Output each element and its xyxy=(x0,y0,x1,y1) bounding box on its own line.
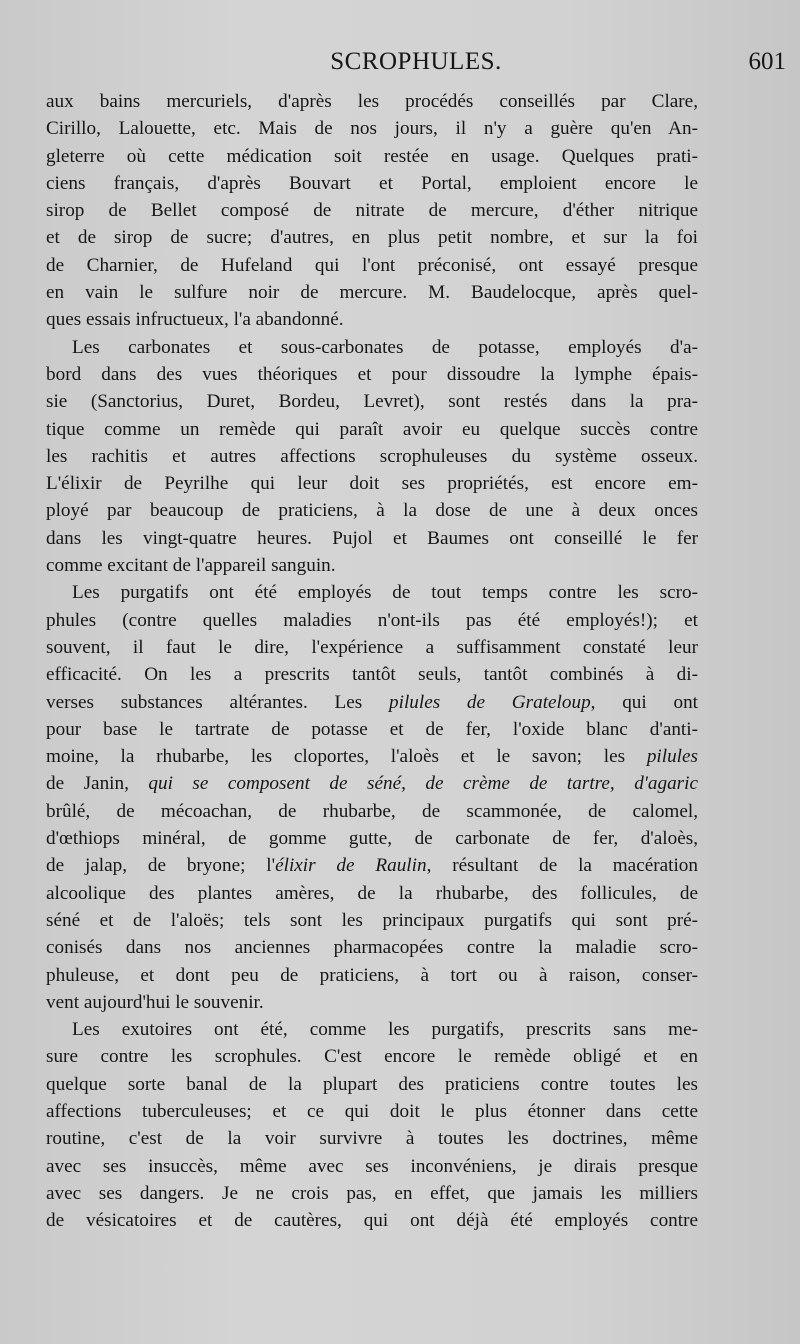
text-segment: avec ses dangers. Je ne crois pas, en effet, que jamais les milliers xyxy=(46,1182,698,1204)
text-line xyxy=(46,661,698,688)
text-segment: conisés dans nos anciennes pharmacopées contre la maladie scro- xyxy=(46,937,698,959)
text-line xyxy=(46,852,698,879)
text-segment: ques essais infructueux, l'a abandonné. xyxy=(46,309,344,331)
text-segment: avec ses insuccès, même avec ses inconvéniens, je dirais presque xyxy=(46,1155,698,1177)
page-header xyxy=(46,48,786,88)
text-segment: tique comme un remède qui paraît avoir eu quelque succès contre xyxy=(46,418,698,440)
text-line xyxy=(46,1098,698,1125)
paragraph xyxy=(46,579,698,1016)
text-line xyxy=(46,279,698,306)
italic-title: élixir de Raulin xyxy=(275,855,427,877)
italic-title: pilules de Grateloup xyxy=(389,691,591,713)
text-segment: L'élixir de Peyrilhe qui leur doit ses propriétés, est encore em- xyxy=(46,473,698,495)
text-segment: pour base le tartrate de potasse et de fer, l'oxide blanc d'anti- xyxy=(46,718,698,740)
text-segment: de vésicatoires et de cautères, qui ont déjà été employés contre xyxy=(46,1210,698,1232)
text-line xyxy=(46,689,698,716)
text-line xyxy=(46,497,698,524)
text-line xyxy=(46,1153,698,1180)
text-segment: Les exutoires ont été, comme les purgatifs, prescrits sans me- xyxy=(72,1019,698,1041)
text-line xyxy=(46,143,698,170)
text-segment: sirop de Bellet composé de nitrate de mercure, d'éther nitrique xyxy=(46,200,698,222)
text-segment: verses substances altérantes. Les xyxy=(46,691,390,713)
text-line xyxy=(46,716,698,743)
text-line xyxy=(46,525,698,552)
text-line xyxy=(46,224,698,251)
text-line xyxy=(46,197,698,224)
text-line xyxy=(46,634,698,661)
text-line xyxy=(46,607,698,634)
text-segment: souvent, il faut le dire, l'expérience a suffisamment constaté leur xyxy=(46,636,698,658)
text-segment: gleterre où cette médication soit restée en usage. Quelques prati- xyxy=(46,145,698,167)
text-segment: en vain le sulfure noir de mercure. M. Baudelocque, après quel- xyxy=(46,282,698,304)
text-line xyxy=(46,798,698,825)
text-line xyxy=(46,907,698,934)
text-line xyxy=(46,388,698,415)
text-line xyxy=(46,1125,698,1152)
text-line xyxy=(46,880,698,907)
italic-title: pilules xyxy=(646,746,698,768)
text-line xyxy=(46,88,698,115)
running-title: SCROPHULES. xyxy=(330,48,502,75)
text-line xyxy=(46,252,698,279)
text-segment: de jalap, de bryone; l' xyxy=(46,855,276,877)
text-segment: et de sirop de sucre; d'autres, en plus petit nombre, et sur la foi xyxy=(46,227,698,249)
text-segment: quelque sorte banal de la plupart des praticiens contre toutes les xyxy=(46,1073,698,1095)
text-line xyxy=(46,552,698,579)
text-segment: séné et de l'aloës; tels sont les principaux purgatifs qui sont pré- xyxy=(46,909,698,931)
text-segment: vent aujourd'hui le souvenir. xyxy=(46,991,264,1013)
text-segment: ployé par beaucoup de praticiens, à la dose de une à deux onces xyxy=(46,500,698,522)
text-segment: bord dans des vues théoriques et pour dissoudre la lymphe épais- xyxy=(46,363,698,385)
text-segment: ciens français, d'après Bouvart et Portal, emploient encore le xyxy=(46,172,698,194)
text-segment: phuleuse, et dont peu de praticiens, à tort ou à raison, conser- xyxy=(46,964,698,986)
text-segment: sie (Sanctorius, Duret, Bordeu, Levret), sont restés dans la pra- xyxy=(46,391,698,413)
text-segment: dans les vingt-quatre heures. Pujol et Baumes ont conseillé le fer xyxy=(46,527,698,549)
text-line xyxy=(46,1071,698,1098)
text-line xyxy=(46,1207,698,1234)
body-text xyxy=(46,88,698,1234)
text-segment: de Charnier, de Hufeland qui l'ont préconisé, ont essayé presque xyxy=(46,254,698,276)
text-line xyxy=(46,1180,698,1207)
text-segment: affections tuberculeuses; et ce qui doit le plus étonner dans cette xyxy=(46,1100,698,1122)
text-segment: efficacité. On les a prescrits tantôt seuls, tantôt combinés à di- xyxy=(46,664,698,686)
text-line xyxy=(46,115,698,142)
text-line xyxy=(46,934,698,961)
text-segment: , résultant de la macération xyxy=(426,855,698,877)
text-line xyxy=(46,470,698,497)
page-number: 601 xyxy=(748,48,786,75)
paragraph xyxy=(46,1016,698,1234)
text-segment: les rachitis et autres affections scrophuleuses du système osseux. xyxy=(46,445,698,467)
text-line xyxy=(46,962,698,989)
text-segment: d'œthiops minéral, de gomme gutte, de carbonate de fer, d'aloès, xyxy=(46,828,698,850)
text-segment: de Janin xyxy=(46,773,125,795)
text-segment: sure contre les scrophules. C'est encore le remède obligé et en xyxy=(46,1046,698,1068)
text-line xyxy=(46,1043,698,1070)
text-segment: brûlé, de mécoachan, de rhubarbe, de scammonée, de calomel, xyxy=(46,800,698,822)
text-segment: Les carbonates et sous-carbonates de potasse, employés d'a- xyxy=(72,336,698,358)
text-segment: Les purgatifs ont été employés de tout temps contre les scro- xyxy=(72,582,698,604)
text-line xyxy=(46,361,698,388)
text-line xyxy=(46,306,698,333)
italic-title: , qui se composent de séné, de crème de tartre, d'agaric xyxy=(124,773,698,795)
text-line xyxy=(46,416,698,443)
text-segment: comme excitant de l'appareil sanguin. xyxy=(46,555,336,577)
text-segment: alcoolique des plantes amères, de la rhubarbe, des follicules, de xyxy=(46,882,698,904)
text-line xyxy=(46,170,698,197)
text-segment: Cirillo, Lalouette, etc. Mais de nos jours, il n'y a guère qu'en An- xyxy=(46,118,698,140)
text-segment: routine, c'est de la voir survivre à toutes les doctrines, même xyxy=(46,1128,698,1150)
text-segment: , qui ont xyxy=(590,691,698,713)
text-segment: aux bains mercuriels, d'après les procédés conseillés par Clare, xyxy=(46,91,698,112)
text-line xyxy=(46,579,698,606)
text-line xyxy=(46,989,698,1016)
text-line xyxy=(46,743,698,770)
paragraph xyxy=(46,88,698,334)
text-segment: phules (contre quelles maladies n'ont-ils pas été employés!); et xyxy=(46,609,698,631)
paragraph xyxy=(46,334,698,580)
text-line xyxy=(46,770,698,797)
text-line xyxy=(46,1016,698,1043)
text-segment: moine, la rhubarbe, les cloportes, l'aloès et le savon; les xyxy=(46,746,647,768)
text-line xyxy=(46,443,698,470)
text-line xyxy=(46,825,698,852)
text-line xyxy=(46,334,698,361)
